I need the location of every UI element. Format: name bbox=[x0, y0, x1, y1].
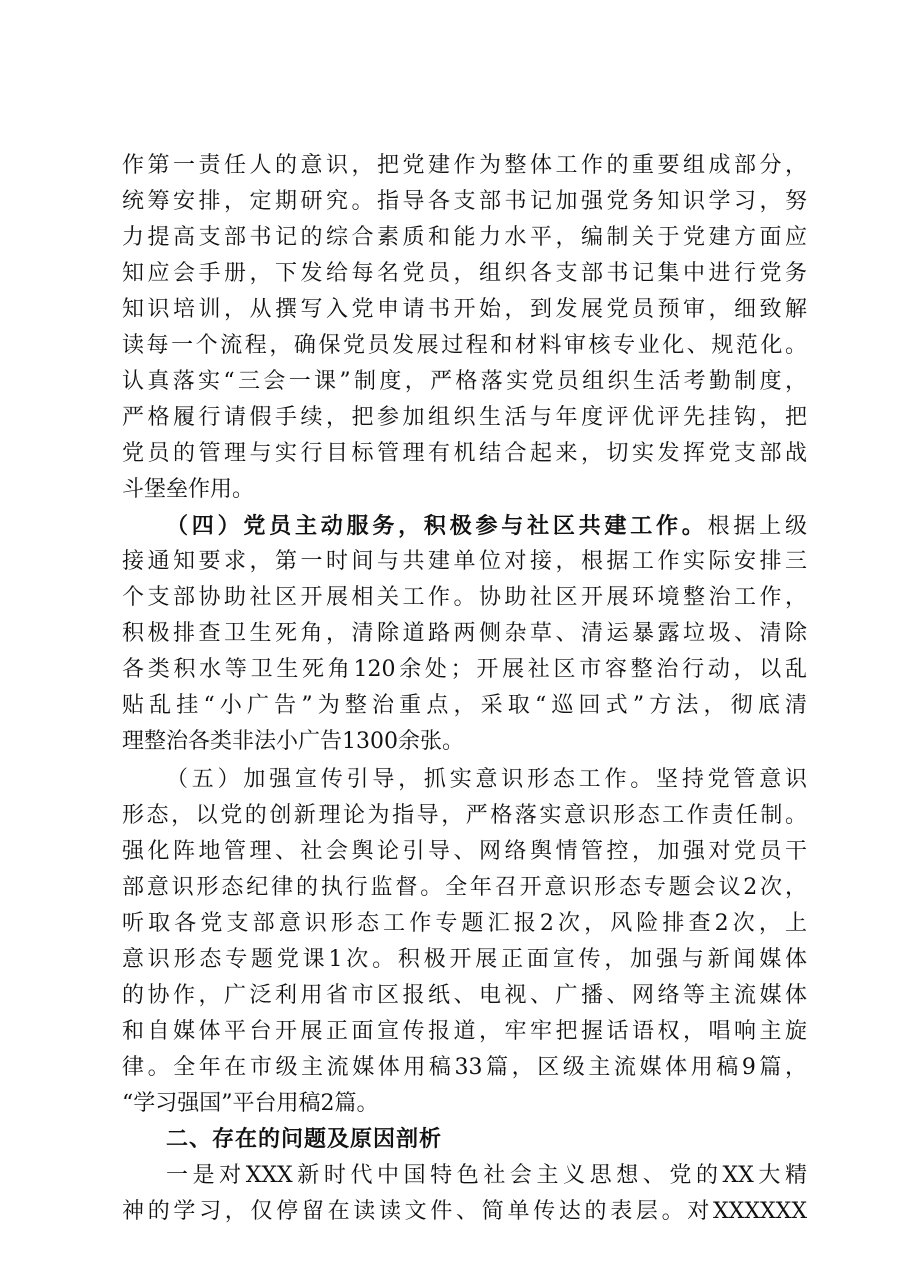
text-line: 知应会手册，下发给每名党员，组织各支部书记集中进行党务 bbox=[122, 261, 807, 286]
text-line: 部意识形态纪律的执行监督。全年召开意识形态专题会议2次， bbox=[122, 875, 807, 900]
text-line: 斗堡垒作用。 bbox=[122, 477, 255, 502]
text-line: 意识形态专题党课1次。积极开展正面宣传，加强与新闻媒体 bbox=[122, 947, 807, 972]
text-line: 个支部协助社区开展相关工作。协助社区开展环境整治工作， bbox=[122, 585, 807, 610]
text-line: 贴乱挂“小广告”为整治重点，采取“巡回式”方法，彻底清 bbox=[122, 693, 807, 718]
text-line: “学习强国”平台用稿2篇。 bbox=[122, 1091, 379, 1116]
text-line: 党员的管理与实行目标管理有机结合起来，切实发挥党支部战 bbox=[122, 441, 807, 466]
text-line: 律。全年在市级主流媒体用稿33篇，区级主流媒体用稿9篇， bbox=[122, 1055, 807, 1080]
document-page bbox=[122, 148, 807, 1230]
paragraph-ideology-work bbox=[122, 762, 807, 1122]
text-line: 听取各党支部意识形态工作专题汇报2次，风险排查2次，上 bbox=[122, 911, 807, 936]
section-lead-four: （四）党员主动服务，积极参与社区共建工作。 bbox=[166, 513, 708, 539]
text-line: 作第一责任人的意识，把党建作为整体工作的重要组成部分， bbox=[122, 153, 807, 178]
text-line: 积极排查卫生死角，清除道路两侧杂草、清运暴露垃圾、清除 bbox=[122, 621, 807, 646]
text-line: 各类积水等卫生死角120余处；开展社区市容整治行动，以乱 bbox=[122, 657, 807, 682]
section-heading-problems: 二、存在的问题及原因剖析 bbox=[166, 1127, 443, 1152]
paragraph-community-service bbox=[122, 508, 807, 760]
text-fragment: 根据上级 bbox=[707, 514, 807, 539]
text-line: 的协作，广泛利用省市区报纸、电视、广播、网络等主流媒体 bbox=[122, 983, 807, 1008]
text-line: 接通知要求，第一时间与共建单位对接，根据工作实际安排三 bbox=[122, 549, 807, 574]
text-line: 理整治各类非法小广告1300余张。 bbox=[122, 729, 464, 754]
text-line: 和自媒体平台开展正面宣传报道，牢牢把握话语权，唱响主旋 bbox=[122, 1019, 807, 1044]
text-line: 强化阵地管理、社会舆论引导、网络舆情管控，加强对党员干 bbox=[122, 839, 807, 864]
text-line: 认真落实“三会一课”制度，严格落实党员组织生活考勤制度， bbox=[122, 369, 807, 394]
text-line: 统筹安排，定期研究。指导各支部书记加强党务知识学习，努 bbox=[122, 189, 807, 214]
text-line-first: （五）加强宣传引导，抓实意识形态工作。坚持党管意识 bbox=[166, 767, 807, 792]
text-line: 神的学习，仅停留在读读文件、简单传达的表层。对XXXXXX bbox=[122, 1199, 807, 1224]
paragraph-problems bbox=[122, 1158, 807, 1230]
text-line-first bbox=[122, 508, 807, 544]
text-line: 力提高支部书记的综合素质和能力水平，编制关于党建方面应 bbox=[122, 225, 807, 250]
paragraph-party-building bbox=[122, 148, 807, 508]
text-line-first: 一是对XXX新时代中国特色社会主义思想、党的XX大精 bbox=[166, 1163, 807, 1188]
text-line: 严格履行请假手续，把参加组织生活与年度评优评先挂钩，把 bbox=[122, 405, 807, 430]
text-line: 知识培训，从撰写入党申请书开始，到发展党员预审，细致解 bbox=[122, 297, 807, 322]
text-line: 读每一个流程，确保党员发展过程和材料审核专业化、规范化。 bbox=[122, 333, 807, 358]
text-line: 形态，以党的创新理论为指导，严格落实意识形态工作责任制。 bbox=[122, 803, 807, 828]
